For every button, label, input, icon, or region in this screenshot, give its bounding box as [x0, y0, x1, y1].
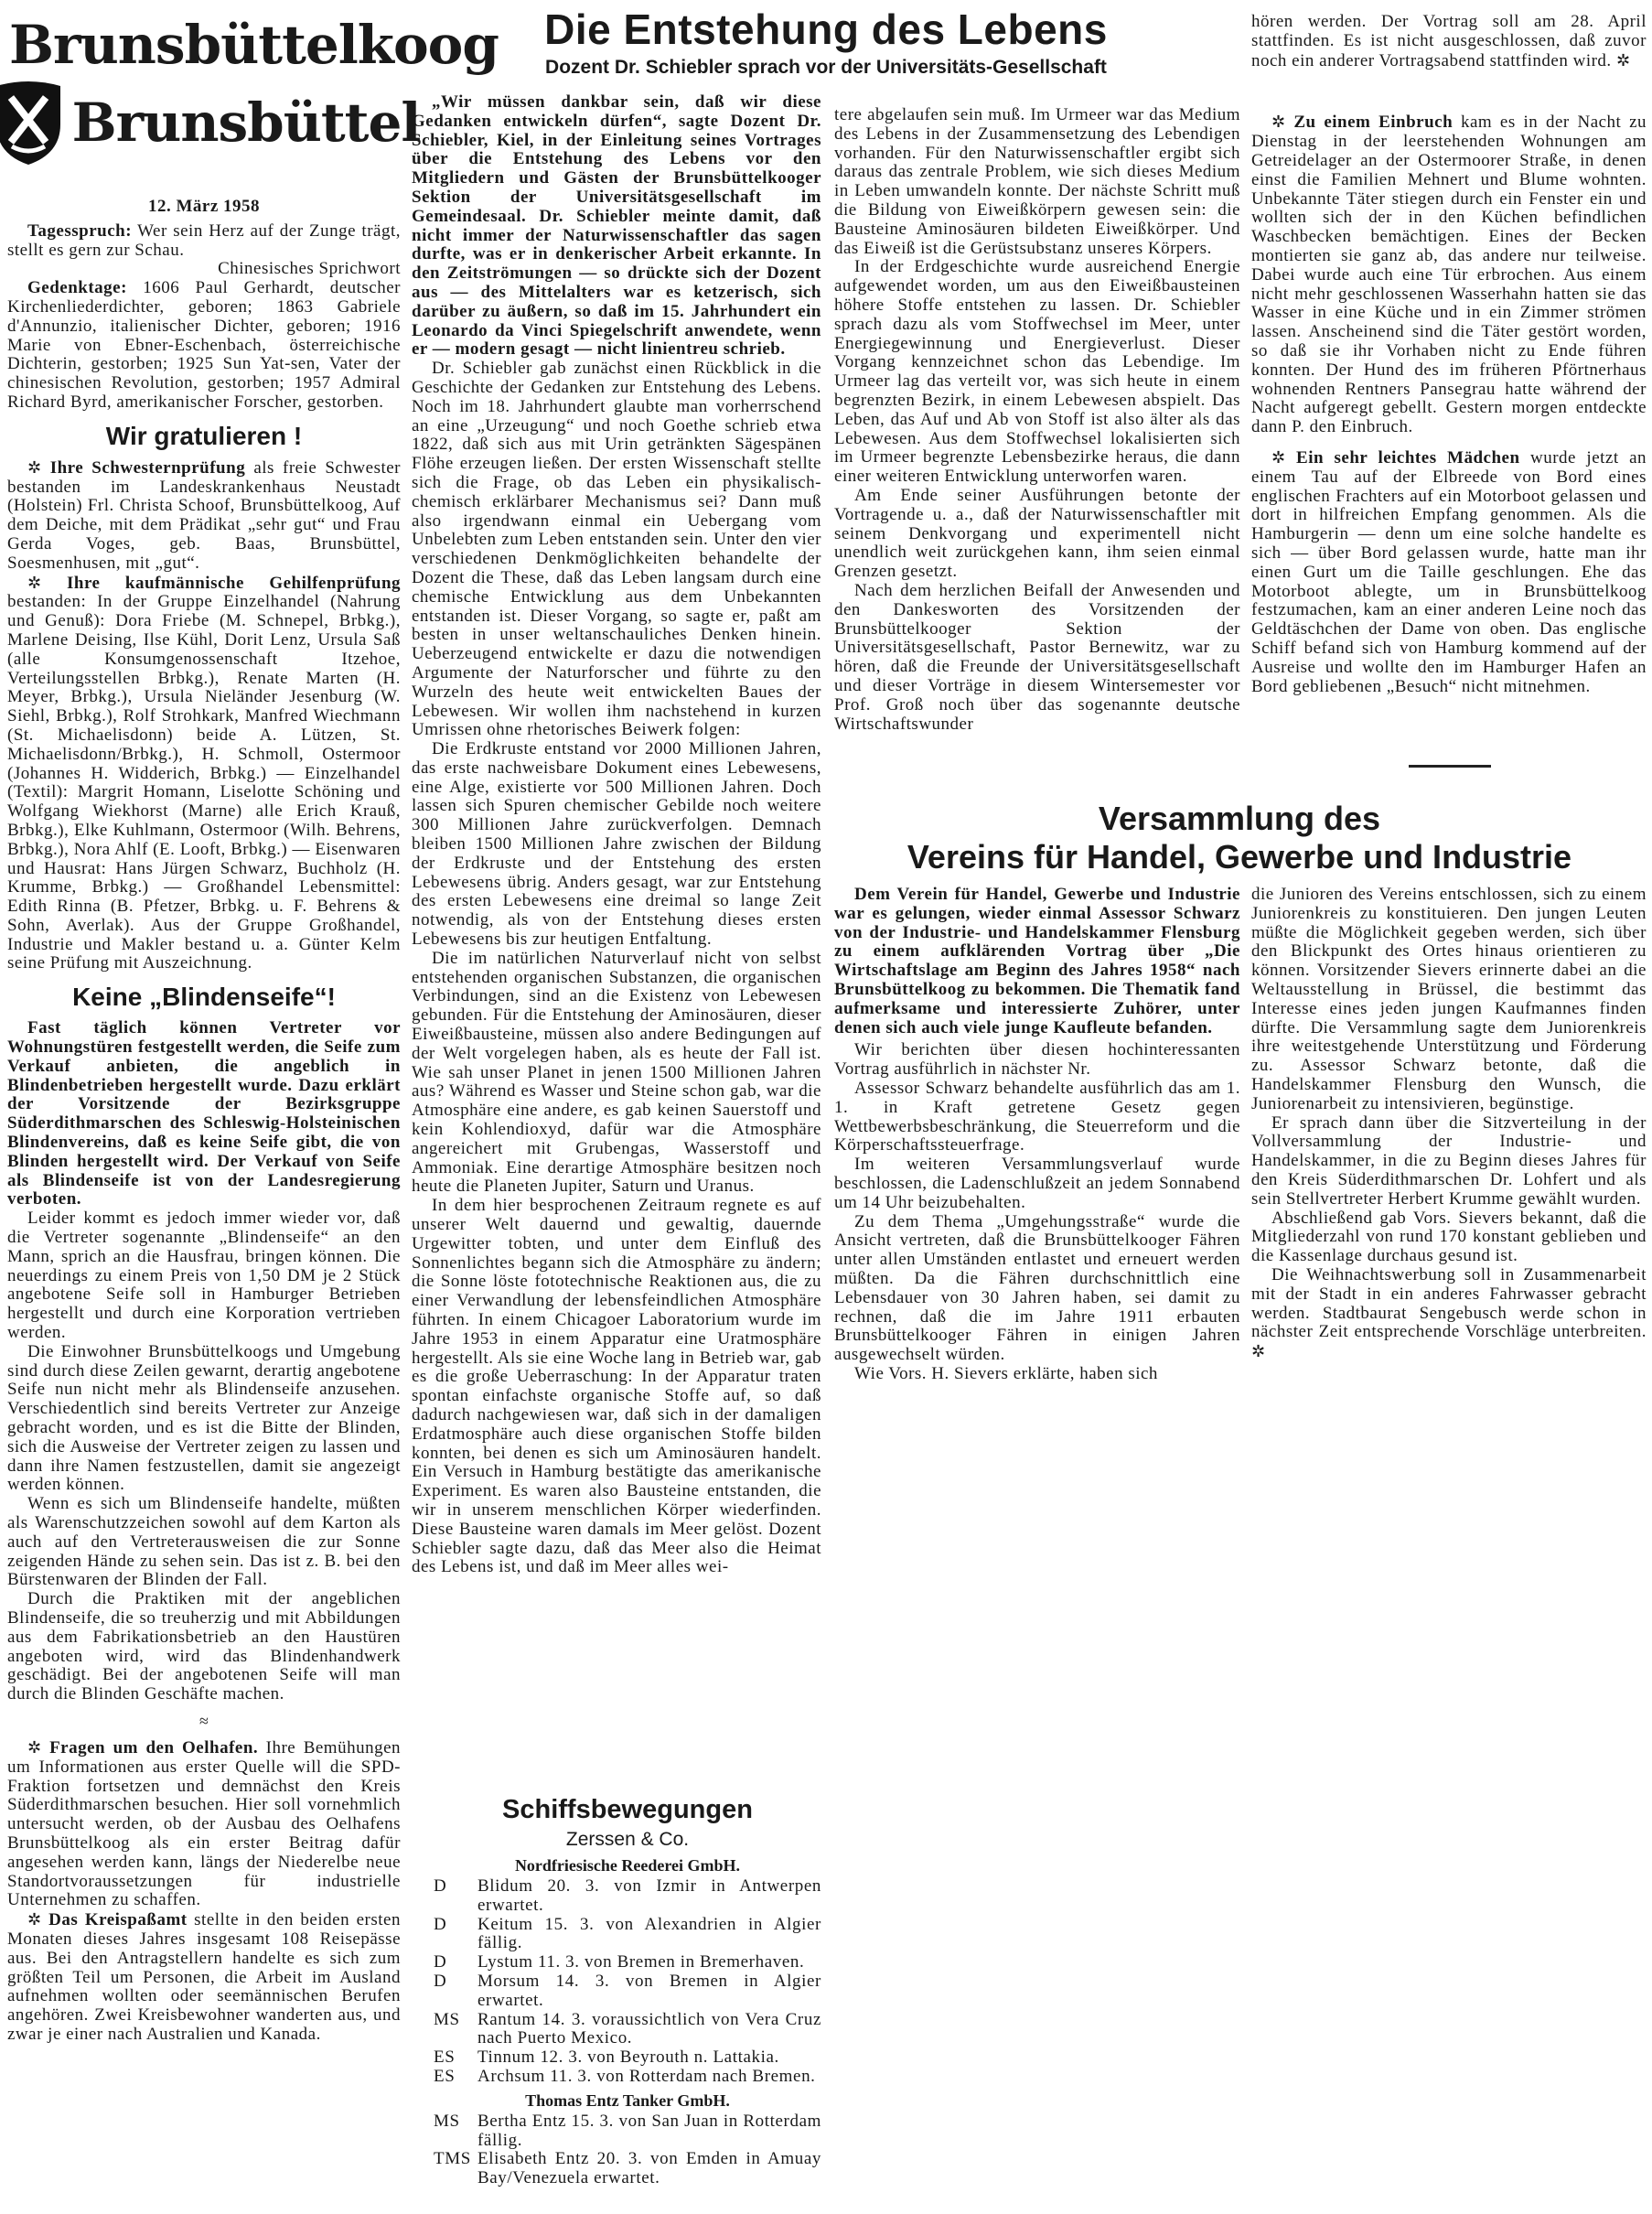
verein-col4: [1251, 886, 1647, 1563]
verein-col3: [834, 886, 1240, 1563]
leben-continuation-text: hören werden. Der Vortrag soll am 28. April stattfinden. Es ist nicht ausgeschlossen, daß zuvor noch ein anderer Vortragsabend stattfinden wird.: [1251, 12, 1647, 70]
verein-paragraph: Zu dem Thema „Umgehungsstraße“ wurde die Ansicht vertreten, daß die Brunsbüttelkooger Fähren unter allen Umständen entlastet und erneuert werden müßten. Da die Fähren durchschnittlich eine Lebensdauer von 30 Jahren haben, sei damit zu rechnen, daß die im Jahre 1911 erbauten Brunsbüttelkooger Fähren in einigen Jahren ausgewechselt würden.: [834, 1211, 1240, 1365]
masthead-line2: Brunsbüttel: [71, 91, 421, 154]
verein-headline-1: Versammlung des: [1098, 800, 1381, 837]
star-icon: ✲: [1271, 113, 1286, 132]
verein-header: [832, 800, 1647, 882]
col3-article: [834, 106, 1240, 768]
gratulation-2: [7, 574, 401, 974]
ship-entry: [434, 2048, 821, 2068]
ship-entry: [434, 1916, 821, 1954]
ship-movement: Tinnum 12. 3. von Beyrouth n. Lattakia.: [477, 2047, 779, 2068]
schiffe-company-1: Nordfriesische Reederei GmbH.: [514, 1856, 741, 1875]
gratulation-1: [7, 458, 401, 574]
oelhafen-item: [7, 1738, 401, 1910]
section-divider: [1409, 765, 1491, 768]
ship-entry: [434, 2150, 821, 2188]
gratulation-2-text: bestanden: In der Gruppe Einzelhandel (Nahrung und Genuß): Dora Friebe (M. Schnepel, Brbkg.), Marlene Deising, Ilse Kühl, Dorit Lenz, Ursula Saß (alle Konsumgenossenschaft Itzehoe, Verteilungsstellen Brbkg.), Renate Marten (H. Meyer, Brbkg.), Ursula Nieländer Jesenburg (W. Siehl, Brbkg.), Rolf Strohkark, Manfred Wiechmann (St. Michaelisdonn) beide A. Lützen, St. Michaelisdonn/Brbkg.), H. Schmoll, Ostermoor (Johannes H. Widderich, Brbkg.) — Einzelhandel (Textil): Margrit Homann, Liselotte Schöning und Wolfgang Wiekhorst (Marne) alle Erich Krauß, Brbkg.), Elke Kuhlmann, Ostermoor (Wilh. Behrens, Brbkg.), Nora Ahlf (E. Looft, Brbkg.) — Eisenwaren und Hausrat: Hans Jürgen Schwarz, Buchholz (H. Krumme, Brbkg.) — Großhandel Lebensmittel: Edith Rinna (B. Pfetzer, Brbkg. u. F. Behrens & Sohn, Averlak). Aus der Gruppe Großhandel, Industrie und Makler bestand u. a. Günter Kelm seine Prüfung mit Auszeichnung.: [7, 592, 401, 973]
schiffe-agent: Zerssen & Co.: [565, 1829, 690, 1850]
section-divider: ≈: [199, 1711, 209, 1730]
gedenktage: [7, 279, 401, 413]
ship-type: D: [434, 1876, 447, 1896]
tagesspruch-label: Tagesspruch:: [27, 220, 133, 241]
verein-paragraph: [1251, 1266, 1647, 1362]
gedenktage-text: 1606 Paul Gerhardt, deutscher Kirchenliederdichter, geboren; 1863 Gabriele d'Annunzio, italienischer Dichter, geboren; 1916 Marie von Ebner-Eschenbach, österreichische Dichterin, gestorben; 1925 Sun Yat-sen, Vater der chinesischen Revolution, gestorben; 1957 Admiral Richard Byrd, amerikanischer Forscher, gestorben.: [7, 278, 402, 412]
ship-movement: Bertha Entz 15. 3. von San Juan in Rotterdam fällig.: [477, 2111, 821, 2150]
oelhafen-text: Ihre Bemühungen um Informationen aus erster Quelle will die SPD-Fraktion fortsetzen und demnächst den Kreis Süderdithmarschen besuchen. Hier soll vornehmlich untersucht werden, ob der Ausbau des Oelhafens Brunsbüttelkoog als ein erster Beitrag dafür angesehen werden kann, längs der Niederelbe neue Standortvoraussetzungen für industrielle Unternehmen zu schaffen.: [7, 1737, 402, 1910]
star-icon: ✲: [1271, 447, 1286, 467]
ship-movement: Rantum 14. 3. voraussichtlich von Vera Cruz nach Puerto Mexico.: [477, 2009, 821, 2048]
verein-paragraph: Abschließend gab Vors. Sievers bekannt, daß die Mitgliederzahl von rund 170 konstant geblieben und die Kassenlage durchaus gesund ist.: [1251, 1208, 1647, 1266]
leben-paragraph: Am Ende seiner Ausführungen betonte der Vortragende u. a., daß der Naturwissenschaftler mit seinem Denkvorgang und experimentell nicht unendlich weit zurückgehen kann, ihm seien einmal Grenzen gesetzt.: [834, 485, 1240, 582]
star-icon: ✲: [1615, 50, 1631, 70]
leben-headline: Die Entstehung des Lebens: [544, 5, 1108, 53]
ship-movement: Keitum 15. 3. von Alexandrien in Algier fällig.: [477, 1914, 821, 1953]
verein-headline-2: Vereins für Handel, Gewerbe und Industrie: [906, 838, 1572, 876]
star-icon: ✲: [27, 1910, 42, 1929]
leben-continuation: [1251, 13, 1647, 70]
leben-paragraph: In dem hier besprochenen Zeitraum regnete es auf unserer Welt dauernd und gewaltig, dauernde Urgewitter tobten, und unter dem Einfluß des Sonnenlichtes begann sich die Atmosphäre zu ändern; die Sonne löste fototechnische Reaktionen aus, die zu einer Verwandlung der lebensfeindlichen Atmosphäre führten. In einem Chicagoer Laboratorium wurde im Jahre 1953 in einem Apparatur eine Uratmosphäre hergestellt. Als sie eine Woche lang in Betrieb war, gab es die große Ueberraschung: In der Apparatur traten spontan einfachste organische Stoffe auf, so daß dadurch nachgewiesen war, daß sich in der damaligen Erdatmosphäre auch diese organischen Stoffe bilden konnten, bei denen es sich um Aminosäuren handelt. Ein Versuch in Hamburg bestätigte das amerikanische Experiment. Es waren also Bausteine entstanden, die wir in unserem menschlichen Körper wiederfinden. Diese Bausteine waren damals im Meer gelöst. Dozent Schiebler sagte dazu, daß das Meer also die Heimat des Lebens ist, und daß im Meer alles wei-: [412, 1196, 821, 1577]
col1: [7, 198, 401, 2055]
ship-type: D: [434, 1971, 447, 1991]
leben-paragraph: Dr. Schiebler gab zunächst einen Rückblick in die Geschichte der Gedanken zur Entstehung des Lebens. Noch im 18. Jahrhundert glaubte man vorherrschend an eine „Urzeugung“ und noch Goethe schrieb etwa 1822, daß sich aus mit Urin getränkten Sägespänen Flöhe erzeugen ließen. Der ersten Wissenschaft stellte sich die Frage, ob das Leben ein physikalisch-chemisch erklärbarer Mechanismus sei? Dann muß also irgendwann einmal ein Uebergang vom Unbelebten zum Leben entstanden sein. Unter den vier verschiedenen Denkmöglichkeiten behandelte der Dozent die These, daß das Leben langsam durch eine chemische Entwicklung aus dem Unbekannten entstanden ist. Dieser Vorgang, so sagte er, paßt am besten in unser weltanschauliches Denken hinein. Ueberzeugend entwickelte er dazu die notwendigen Argumente der Naturforscher und führte zu den Wurzeln des heute weit entwickelten Baues der Lebewesen. Wir wollen ihm nachstehend in kurzen Umrissen ohne rhetorisches Beiwerk folgen:: [412, 359, 821, 740]
leben-subtitle: Dozent Dr. Schiebler sprach vor der Universitäts-Gesellschaft: [545, 57, 1107, 78]
tagesspruch-text: Wer sein Herz auf der Zunge trägt, stellt es gern zur Schau.: [7, 220, 401, 260]
leben-paragraph: Die Erdkruste entstand vor 2000 Millionen Jahren, das erste nachweisbare Dokument eines Lebewesens, eine Alge, existierte vor 500 Millionen Jahren. Doch lassen sich Spuren chemischer Gebilde noch weitere 300 Millionen Jahre zurückverfolgen. Demnach bleiben 1500 Millionen Jahre zwischen der Bildung der Erdkruste und der Entstehung des ersten Lebewesens übrig. Anders gesagt, war zur Entstehung des ersten Lebewesens eine dreimal so lange Zeit notwendig, als von der Entstehung dieses ersten Lebewesens bis zur heutigen Entfaltung.: [412, 739, 821, 950]
ship-type: D: [434, 1952, 447, 1972]
issue-date: 12. März 1958: [147, 197, 261, 216]
leben-paragraph: Die im natürlichen Naturverlauf nicht von selbst entstehenden organischen Substanzen, die organischen Verbindungen, sind an die Existenz von Lebewesen gebunden. Für die Entstehung der Aminosäuren, dieser Eiweißbausteine, müssen also andere Bedingungen auf der Welt vorgelegen haben, als es heute der Fall ist. Wie sah unser Planet in jenen 1500 Millionen Jahren aus? Während es Wasser und Steine schon gab, war die Atmosphäre eine andere, es gab keinen Sauerstoff und kein Kohlendioxyd, dafür war die Atmosphäre angereichert mit Grubengas, Wasserstoff und Ammoniak. Eine derartige Atmosphäre besitzen noch heute die Planeten Jupiter, Saturn und Uranus.: [412, 948, 821, 1197]
leben-lead: „Wir müssen dankbar sein, daß wir diese Gedanken entwickeln dürfen“, sagte Dozent Dr. Schiebler, Kiel, in der Einleitung seines Vortrages über die Entstehung des Lebens vor den Mitgliedern und Gästen der Brunsbüttelkooger Sektion der Universitätsgesellschaft im Gemeindesaal. Dr. Schiebler meinte damit, daß nicht immer der Naturwissenschaftler das sagen durfte, was er in denkerischer Arbeit erkannte. In den Zeitströmungen — so drückte sich der Dozent aus — des Mittelalters war es ketzerisch, sich darüber zu äußern, so daß im 15. Jahrhundert ein Leonardo da Vinci Spiegelschrift anwendete, wenn er — modern gesagt — nicht linientreu schrieb.: [412, 92, 821, 360]
verein-paragraph: Wir berichten über diesen hochinteressanten Vortrag ausführlich in nächster Nr.: [834, 1040, 1240, 1080]
ship-entry: [434, 2011, 821, 2049]
ship-type: TMS: [434, 2149, 471, 2169]
leben-paragraph: tere abgelaufen sein muß. Im Urmeer war das Medium des Lebens in der Zusammensetzung des Lebendigen vorhanden. Für den Naturwissenschaftler ergibt sich daraus das zentrale Problem, wie sich dieses Medium in Leben umwandeln konnte. Der nächste Schritt muß die Bildung von Eiweißkörpern gewesen sein: die Bausteine Aminosäuren bildeten Eiweißkörper. Und das Eiweiß ist die Gerüstsubstanz unseres Körpers.: [834, 105, 1240, 258]
masthead-line1: Brunsbüttelkoog: [9, 14, 499, 76]
oelhafen-lead: Fragen um den Oelhafen.: [49, 1737, 259, 1757]
maedchen-item: [1251, 448, 1647, 696]
leben-header: [410, 4, 1242, 91]
verein-paragraph: Im weiteren Versammlungsverlauf wurde beschlossen, die Ladenschlußzeit an jedem Sonnabend um 14 Uhr beizubehalten.: [834, 1155, 1240, 1212]
leben-paragraph: In der Erdgeschichte wurde ausreichend Energie aufgewendet worden, um aus den Eiweißbausteinen höhere Stoffe entstehen zu lassen. Dr. Schiebler sprach dazu als vom Stoffwechsel im Meer, unter Energiegewinnung und Energieverlust. Dieser Vorgang kennzeichnet schon das Lebendige. Im Urmeer lag das verteilt vor, was sich heute in einem begrenzten Bezirk, in einem Lebewesen abspielt. Das Leben, das Auf und Ab von Stoff ist also älter als das Lebewesen. Aus dem Stoffwechsel lokalisierten sich im Urmeer begrenzte Lebensbezirke heraus, die dann einer weiteren Entwicklung unterworfen waren.: [834, 257, 1240, 487]
ship-entry: [434, 1877, 821, 1916]
einbruch-text: kam es in der Nacht zu Dienstag in der leerstehenden Wohnungen am Getreidelager an der Ostermoorer Straße, in denen einst die Familien Mehnert und Blume wohnten. Unbekannte Täter stiegen durch ein Fenster ein und wollten sich der in den Küchen befindlichen Waschbecken bemächtigen. Eines der Becken montierten sie ganz ab, das andere nur teilweise. Dabei wurde auch eine Tür erbrochen. Aus einem nicht mehr geschlossenen Wasserhahn hatten sie das Wasser in eine Küche und in ein Zimmer strömen lassen. Anscheinend sind die Täter gestört worden, so daß sie ihr Vorhaben nicht zu Ende führen konnten. Der Hund des im früheren Pförtnerhaus wohnenden Rentners Pansegrau hatte während der Nacht aufgeregt gebellt. Gestern morgen entdeckte dann P. den Einbruch.: [1251, 113, 1647, 437]
star-icon: ✲: [27, 573, 42, 592]
gedenktage-label: Gedenktage:: [27, 278, 127, 298]
star-icon: ✲: [27, 1737, 42, 1757]
ship-entry: [434, 1972, 821, 2011]
star-icon: ✲: [27, 457, 42, 477]
ship-type: D: [434, 1914, 447, 1934]
verein-paragraph-text: Die Weihnachtswerbung soll in Zusammenarbeit mit der Stadt in ein anderes Fahrwasser gebracht werden. Stadtbaurat Sengebusch werde schon in nächster Zeit entsprechende Vorschläge unterbreiten.: [1251, 1264, 1647, 1342]
blindenseife-paragraph: Leider kommt es jedoch immer wieder vor, daß die Vertreter sogenannte „Blindenseife“ an den Mann, sprich an die Hausfrau, bringen können. Die neuerdings zu einem Preis von 1,50 DM je 2 Stück angebotene Seife soll in Hamburger Betrieben hergestellt und durch eine Korporation vertrieben werden.: [7, 1209, 401, 1343]
verein-paragraph: die Junioren des Vereins entschlossen, sich zu einem Juniorenkreis zu konstituieren. Den jungen Leuten müßte die Möglichkeit gegeben werden, sich über den Blickpunkt des Ortes hinaus orientieren zu können. Vorsitzender Sievers erinnerte dabei an die Weltausstellung in Brüssel, die bestimmt das Interesse eines jeden jungen Kaufmannes finden dürfte. Die Versammlung sagte dem Juniorenkreis ihre weitestgehende Unterstützung und Förderung zu. Assessor Schwarz betonte, daß die Handelskammer Flensburg den Wunsch, die Juniorenarbeit zu intensivieren, begünstige.: [1251, 885, 1647, 1113]
blindenseife-paragraph: Durch die Praktiken mit der angeblichen Blindenseife, die so treuherzig und mit Abbildungen aus dem Fabrikationsbetrieb an den Haustüren angeboten wird, wird das Blindenhandwerk geschädigt. Bei der angebotenen Seife will man durch die Blinden Geschäfte machen.: [7, 1589, 401, 1704]
masthead: [9, 14, 499, 199]
ship-entry: [434, 2112, 821, 2151]
kreispassamt-text: stellte in den beiden ersten Monaten dieses Jahres insgesamt 108 Reisepässe aus. Bei den Antragstellern handelte es sich zum größten Teil um Personen, die Arbeit im Ausland aufnehmen wollten oder seemännischen Berufen angehören. Zwei Kreisbewohner wanderten aus, und zwar je einer nach Australien und Kanada.: [7, 1910, 401, 2044]
verein-paragraph: Wie Vors. H. Sievers erklärte, haben sich: [854, 1363, 1158, 1383]
ship-type: ES: [434, 2047, 456, 2068]
einbruch-item: [1251, 113, 1647, 437]
gratulieren-headline: Wir gratulieren !: [105, 421, 303, 450]
maedchen-text: wurde jetzt an einem Tau auf der Elbreede von Bord eines englischen Frachters auf ein Motorboot gelassen und dort in hilfreichen Empfang genommen. Als die Hamburgerin — denn um eine solche handelte es sich — über Bord gelassen wurde, hatte man ihr einen Gurt um die Taille geschlungen. Ehe das Motorboot ablegte, um in Brunsbüttelkoog festzumachen, kam an einer anderen Leine noch das Geldtäschchen der Dame von oben. Das englische Schiff befand sich von Hamburg kommend auf der Ausreise und wollte den im Hamburger Hafen an Bord gebliebenen „Besuch“ nicht mitnehmen.: [1251, 447, 1647, 696]
ship-entry: [434, 2068, 821, 2087]
schiffsbewegungen: [434, 1793, 821, 2212]
tagesspruch: [7, 222, 401, 261]
blindenseife-paragraph: Wenn es sich um Blindenseife handelte, müßten als Warenschutzzeichen sowohl auf dem Karton als auch auf den Vertreterausweisen die zur Sonne zeigenden Hände zu sehen sein. Das ist z. B. bei den Bürstenwaren der Blinden der Fall.: [7, 1494, 401, 1590]
ship-entry: [434, 1953, 821, 1972]
maedchen-lead: Ein sehr leichtes Mädchen: [1296, 447, 1520, 468]
gratulation-1-text: als freie Schwester bestanden im Landeskrankenhaus Neustadt (Holstein) Frl. Christa Schoof, Brunsbüttelkoog, Auf dem Deiche, mit dem Prädikat „sehr gut“ und Frau Gerda Voges, geb. Baas, Brunsbüttel, Soesmenhusen, mit „gut“.: [7, 457, 402, 573]
coat-of-arms-icon: [0, 79, 65, 167]
ship-type: ES: [434, 2066, 456, 2086]
leben-paragraph: Nach dem herzlichen Beifall der Anwesenden und den Dankesworten des Vorsitzenden der Brunsbüttelkooger Sektion der Universitätsgesellschaft, Pastor Bernewitz, war zu hören, daß die Freunde der Universitätsgesellschaft und dieser Vorträge in diesem Wintersemester vor Prof. Groß noch über das sogenannte deutsche Wirtschaftswunder: [834, 580, 1240, 734]
kreispassamt-item: [7, 1910, 401, 2045]
ship-type: MS: [434, 2009, 460, 2029]
verein-lead: Dem Verein für Handel, Gewerbe und Industrie war es gelungen, wieder einmal Assessor Schwarz von der Industrie- und Handelskammer Flensburg zu einem aufklärenden Vortrag über „Die Wirtschaftslage am Beginn des Jahres 1958“ nach Brunsbüttelkoog zu bekommen. Die Thematik fand aufmerksame und interessierte Zuhörer, unter denen sich auch viele junge Kaufleute befanden.: [834, 885, 1240, 1037]
verein-paragraph: Assessor Schwarz behandelte ausführlich das am 1. 1. in Kraft getretene Gesetz gegen Wettbewerbsbeschränkung, die Steuerreform und die Körperschaftssteuerfrage.: [834, 1078, 1240, 1155]
ship-movement: Elisabeth Entz 20. 3. von Emden in Amuay Bay/Venezuela erwartet.: [477, 2149, 821, 2188]
blindenseife-headline: Keine „Blindenseife“!: [72, 983, 336, 1012]
einbruch-lead: Zu einem Einbruch: [1293, 113, 1454, 133]
blindenseife-paragraph: Die Einwohner Brunsbüttelkoogs und Umgebung sind durch diese Zeilen gewarnt, derartig angebotene Seife nun nicht mehr als Blindenseife anzusehen. Verschiedentlich sind bereits Vertreter zur Anzeige gebracht worden, und es ist die Bitte der Blinden, sich die Ausweise der Vertreter zeigen zu lassen und dann ihre Namen festzustellen, damit sie angezeigt werden können.: [7, 1341, 401, 1495]
schiffe-company-2: Thomas Entz Tanker GmbH.: [525, 2090, 730, 2110]
ship-movement: Blidum 20. 3. von Izmir in Antwerpen erwartet.: [477, 1876, 821, 1915]
gratulation-2-lead: Ihre kaufmännische Gehilfenprüfung: [67, 573, 402, 593]
col2-article: [412, 93, 821, 1786]
ship-movement: Archsum 11. 3. von Rotterdam nach Bremen.: [477, 2066, 816, 2086]
verein-paragraph: Er sprach dann über die Sitzverteilung in der Vollversammlung der Industrie- und Handelskammer, in die zu Beginn dieses Jahres für den Kreis Süderdithmarschen Dr. Lohfert und als sein Stellvertreter Herbert Krumme gewählt wurden.: [1251, 1112, 1647, 1209]
blindenseife-lead: Fast täglich können Vertreter vor Wohnungstüren festgestellt werden, die Seife zum Verkauf anbieten, die angeblich in Blindenbetrieben hergestellt wurde. Dazu erklärt der Vorsitzende der Bezirksgruppe Süderdithmarschen des Schleswig-Holsteinischen Blindenvereins, daß es keine Seife gibt, die von Blinden hergestellt wird. Der Verkauf von Seife als Blindenseife ist von der Landesregierung verboten.: [7, 1018, 401, 1209]
tagesspruch-source: Chinesisches Sprichwort: [218, 259, 401, 279]
ship-movement: Lystum 11. 3. von Bremen in Bremerhaven.: [477, 1952, 805, 1972]
ship-movement: Morsum 14. 3. von Bremen in Algier erwartet.: [477, 1971, 821, 2010]
col4-top: [1251, 13, 1647, 772]
kreispassamt-lead: Das Kreispaßamt: [48, 1910, 188, 1930]
star-icon: ✲: [1251, 1342, 1266, 1361]
gratulation-1-lead: Ihre Schwesternprüfung: [49, 457, 246, 478]
schiffe-headline: Schiffsbewegungen: [502, 1795, 753, 1824]
ship-type: MS: [434, 2111, 460, 2131]
